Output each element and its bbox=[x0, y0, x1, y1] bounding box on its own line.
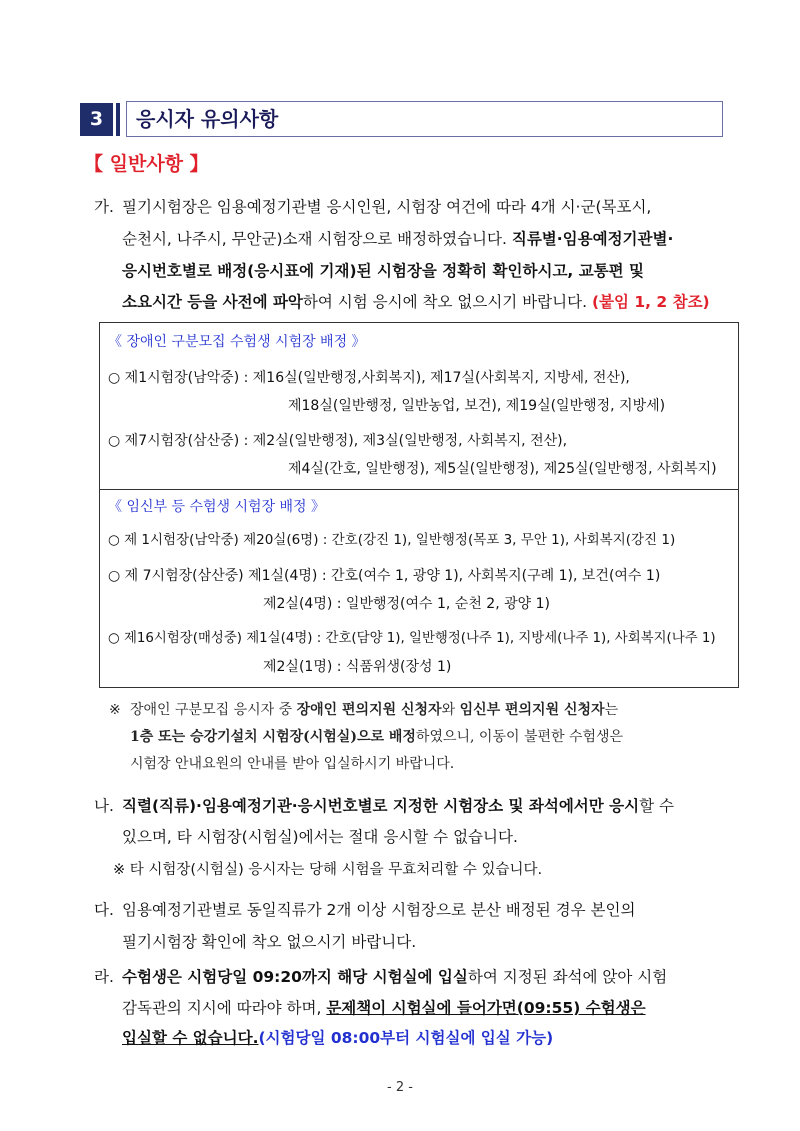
item-ra-text: 감독관의 지시에 따라야 하며, bbox=[122, 999, 327, 1017]
item-ga-line4-bold: 소요시간 등을 사전에 파악 bbox=[122, 293, 303, 311]
item-na-marker: 나. bbox=[94, 797, 114, 815]
item-ga-line1: 필기시험장은 임용예정기관별 응시인원, 시험장 여건에 따라 4개 시·군(목포시, bbox=[122, 198, 652, 216]
item-ra-text: 하여 지정된 좌석에 앉아 시험 bbox=[467, 968, 668, 986]
general-heading: 【 일반사항 】 bbox=[84, 153, 209, 175]
note1-text: 하였으니, 이동이 불편한 수험생은 bbox=[415, 729, 624, 745]
note1-text: 장애인 구분모집 응시자 중 bbox=[130, 702, 297, 718]
disabled-heading: 《 장애인 구분모집 수험생 시험장 배정 》 bbox=[108, 334, 366, 350]
note1-line1 bbox=[130, 699, 618, 721]
item-ra-line2 bbox=[122, 997, 646, 1019]
disabled-row: 제18실(일반행정, 일반농업, 보건), 제19실(일반행정, 지방세) bbox=[288, 398, 666, 414]
section-title: 응시자 유의사항 bbox=[136, 107, 279, 131]
note-mark: ※ bbox=[109, 702, 121, 718]
disabled-row: ○ 제1시험장(남악중) : 제16실(일반행정,사회복지), 제17실(사회복지, 지방세, 전산), bbox=[108, 370, 630, 386]
item-na-bold: 직렬(직류)·임용예정기관·응시번호별로 지정한 시험장소 및 좌석에서만 응시 bbox=[122, 797, 640, 815]
item-ga-line4-text: 하여 시험 응시에 착오 없으시기 바랍니다. bbox=[302, 293, 592, 311]
item-ra-bold: 수험생은 시험당일 09:20까지 해당 시험실에 입실 bbox=[122, 968, 468, 986]
box-divider bbox=[99, 489, 739, 490]
item-ra-blue-note: (시험당일 08:00부터 시험실에 입실 가능) bbox=[258, 1029, 554, 1047]
disabled-row: ○ 제7시험장(삼산중) : 제2실(일반행정), 제3실(일반행정, 사회복지, 전산), bbox=[108, 433, 568, 449]
note1-line2 bbox=[130, 726, 623, 748]
item-ga-line2 bbox=[122, 228, 673, 250]
pregnant-row: ○ 제16시험장(매성중) 제1실(4명) : 간호(담양 1), 일반행정(나주 1), 지방세(나주 1), 사회복지(나주 1) bbox=[108, 631, 716, 646]
note1-text: 는 bbox=[604, 702, 619, 718]
note1-line3: 시험장 안내요원의 안내를 받아 입실하시기 바랍니다. bbox=[130, 756, 455, 772]
item-na-line1 bbox=[122, 795, 674, 817]
item-da-line2: 필기시험장 확인에 착오 없으시기 바랍니다. bbox=[122, 933, 417, 951]
pregnant-row: ○ 제 7시험장(삼산중) 제1실(4명) : 간호(여수 1, 광양 1), 사회복지(구례 1), 보건(여수 1) bbox=[108, 568, 661, 584]
item-ga-line4 bbox=[122, 291, 710, 313]
page-number: - 2 - bbox=[387, 1080, 413, 1095]
attachment-reference: (붙임 1, 2 참조) bbox=[591, 293, 710, 311]
pregnant-row: 제2실(1명) : 식품위생(장성 1) bbox=[263, 659, 452, 675]
item-ra-underlined: 문제책이 시험실에 들어가면(09:55) 수험생은 bbox=[326, 999, 646, 1017]
item-ra-line3 bbox=[122, 1027, 553, 1049]
note1-text: 와 bbox=[441, 702, 460, 718]
pregnant-row: ○ 제 1시험장(남악중) 제20실(6명) : 간호(강진 1), 일반행정(목포 3, 무안 1), 사회복지(강진 1) bbox=[108, 532, 676, 548]
item-da-marker: 다. bbox=[94, 901, 114, 919]
disabled-row: 제4실(간호, 일반행정), 제5실(일반행정), 제25실(일반행정, 사회복지) bbox=[288, 461, 717, 477]
item-na-line2: 있으며, 타 시험장(시험실)에서는 절대 응시할 수 없습니다. bbox=[122, 828, 518, 846]
note1-bold: 임신부 편의지원 신청자 bbox=[459, 702, 605, 718]
item-ra-underlined: 입실할 수 없습니다. bbox=[122, 1029, 259, 1047]
item-na-text: 할 수 bbox=[639, 797, 674, 815]
pregnant-row: 제2실(4명) : 일반행정(여수 1, 순천 2, 광양 1) bbox=[263, 596, 550, 612]
section-number: 3 bbox=[80, 103, 113, 136]
item-ra-line1 bbox=[122, 966, 667, 988]
note1-bold: 1층 또는 승강기설치 시험장(시험실)으로 배정 bbox=[130, 729, 416, 745]
item-ga-marker: 가. bbox=[94, 198, 114, 216]
item-ga-line2-bold: 직류별·임용예정기관별· bbox=[511, 230, 674, 248]
note1-bold: 장애인 편의지원 신청자 bbox=[296, 702, 442, 718]
item-da-line1: 임용예정기관별로 동일직류가 2개 이상 시험장으로 분산 배정된 경우 본인의 bbox=[122, 901, 636, 919]
pregnant-heading: 《 임신부 등 수험생 시험장 배정 》 bbox=[108, 499, 325, 515]
item-ga-line3: 응시번호별로 배정(응시표에 기재)된 시험장을 정확히 확인하시고, 교통편 및 bbox=[122, 262, 644, 280]
item-na-note: ※ 타 시험장(시험실) 응시자는 당해 시험을 무효처리할 수 있습니다. bbox=[113, 862, 543, 878]
section-bar bbox=[116, 103, 120, 136]
item-ra-marker: 라. bbox=[94, 968, 114, 986]
item-ga-line2-text: 순천시, 나주시, 무안군)소재 시험장으로 배정하였습니다. bbox=[122, 230, 512, 248]
